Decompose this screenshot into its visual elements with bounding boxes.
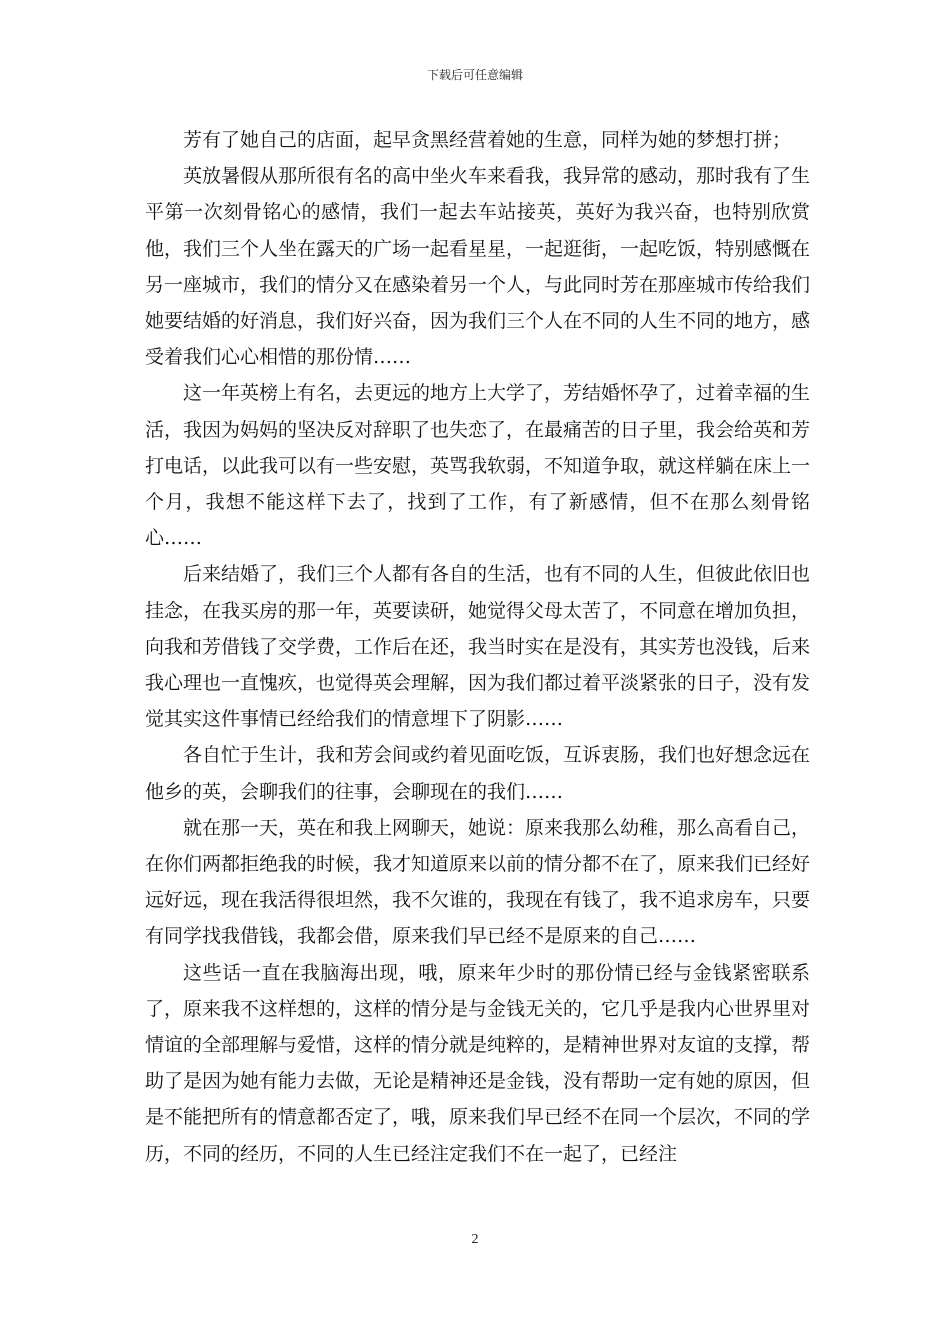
paragraph: 英放暑假从那所很有名的高中坐火车来看我，我异常的感动，那时我有了生平第一次刻骨铭心的感情，我们一起去车站接英，英好为我兴奋，也特别欣赏他，我们三个人坐在露天的广场一起看星星，一起逛街，一起吃饭，特别感慨在另一座城市，我们的情分又在感染着另一个人，与此同时芳在那座城市传给我们她要结婚的好消息，我们好兴奋，因为我们三个人在不同的人生不同的地方，感受着我们心心相惜的那份情…… — [145, 165, 811, 369]
paragraph: 就在那一天，英在和我上网聊天，她说：原来我那么幼稚，那么高看自己，在你们两都拒绝我的时候，我才知道原来以前的情分都不在了，原来我们已经好远好远，现在我活得很坦然，我不欠谁的，我现在有钱了，我不追求房车，只要有同学找我借钱，我都会借，原来我们早已经不是原来的自己…… — [145, 816, 811, 948]
paragraph: 芳有了她自己的店面，起早贪黑经营着她的生意，同样为她的梦想打拼； — [183, 129, 792, 151]
paragraph: 这些话一直在我脑海出现，哦，原来年少时的那份情已经与金钱紧密联系了，原来我不这样想的，这样的情分是与金钱无关的，它几乎是我内心世界里对情谊的全部理解与爱惜，这样的情分就是纯粹的，是精神世界对友谊的支撑，帮助了是因为她有能力去做，无论是精神还是金钱，没有帮助一定有她的原因，但是不能把所有的情意都否定了，哦，原来我们早已经不在同一个层次，不同的学历，不同的经历，不同的人生已经注定我们不在一起了，已经注 — [145, 961, 811, 1165]
paragraph: 各自忙于生计，我和芳会间或约着见面吃饭，互诉衷肠，我们也好想念远在他乡的英，会聊我们的往事，会聊现在的我们…… — [145, 744, 811, 803]
page-header: 下载后可任意编辑 — [426, 68, 523, 82]
document-body — [145, 122, 810, 1172]
page-number: 2 — [471, 1232, 479, 1247]
paragraph: 后来结婚了，我们三个人都有各自的生活，也有不同的人生，但彼此依旧也挂念，在我买房的那一年，英要读研，她觉得父母太苦了，不同意在增加负担，向我和芳借钱了交学费，工作后在还，我当时实在是没有，其实芳也没钱，后来我心理也一直愧疚，也觉得英会理解，因为我们都过着平淡紧张的日子，没有发觉其实这件事情已经给我们的情意埋下了阴影…… — [145, 563, 811, 731]
paragraph: 这一年英榜上有名，去更远的地方上大学了，芳结婚怀孕了，过着幸福的生活，我因为妈妈的坚决反对辞职了也失恋了，在最痛苦的日子里，我会给英和芳打电话，以此我可以有一些安慰，英骂我软弱，不知道争取，就这样躺在床上一个月，我想不能这样下去了，找到了工作，有了新感情，但不在那么刻骨铭心…… — [145, 382, 811, 550]
